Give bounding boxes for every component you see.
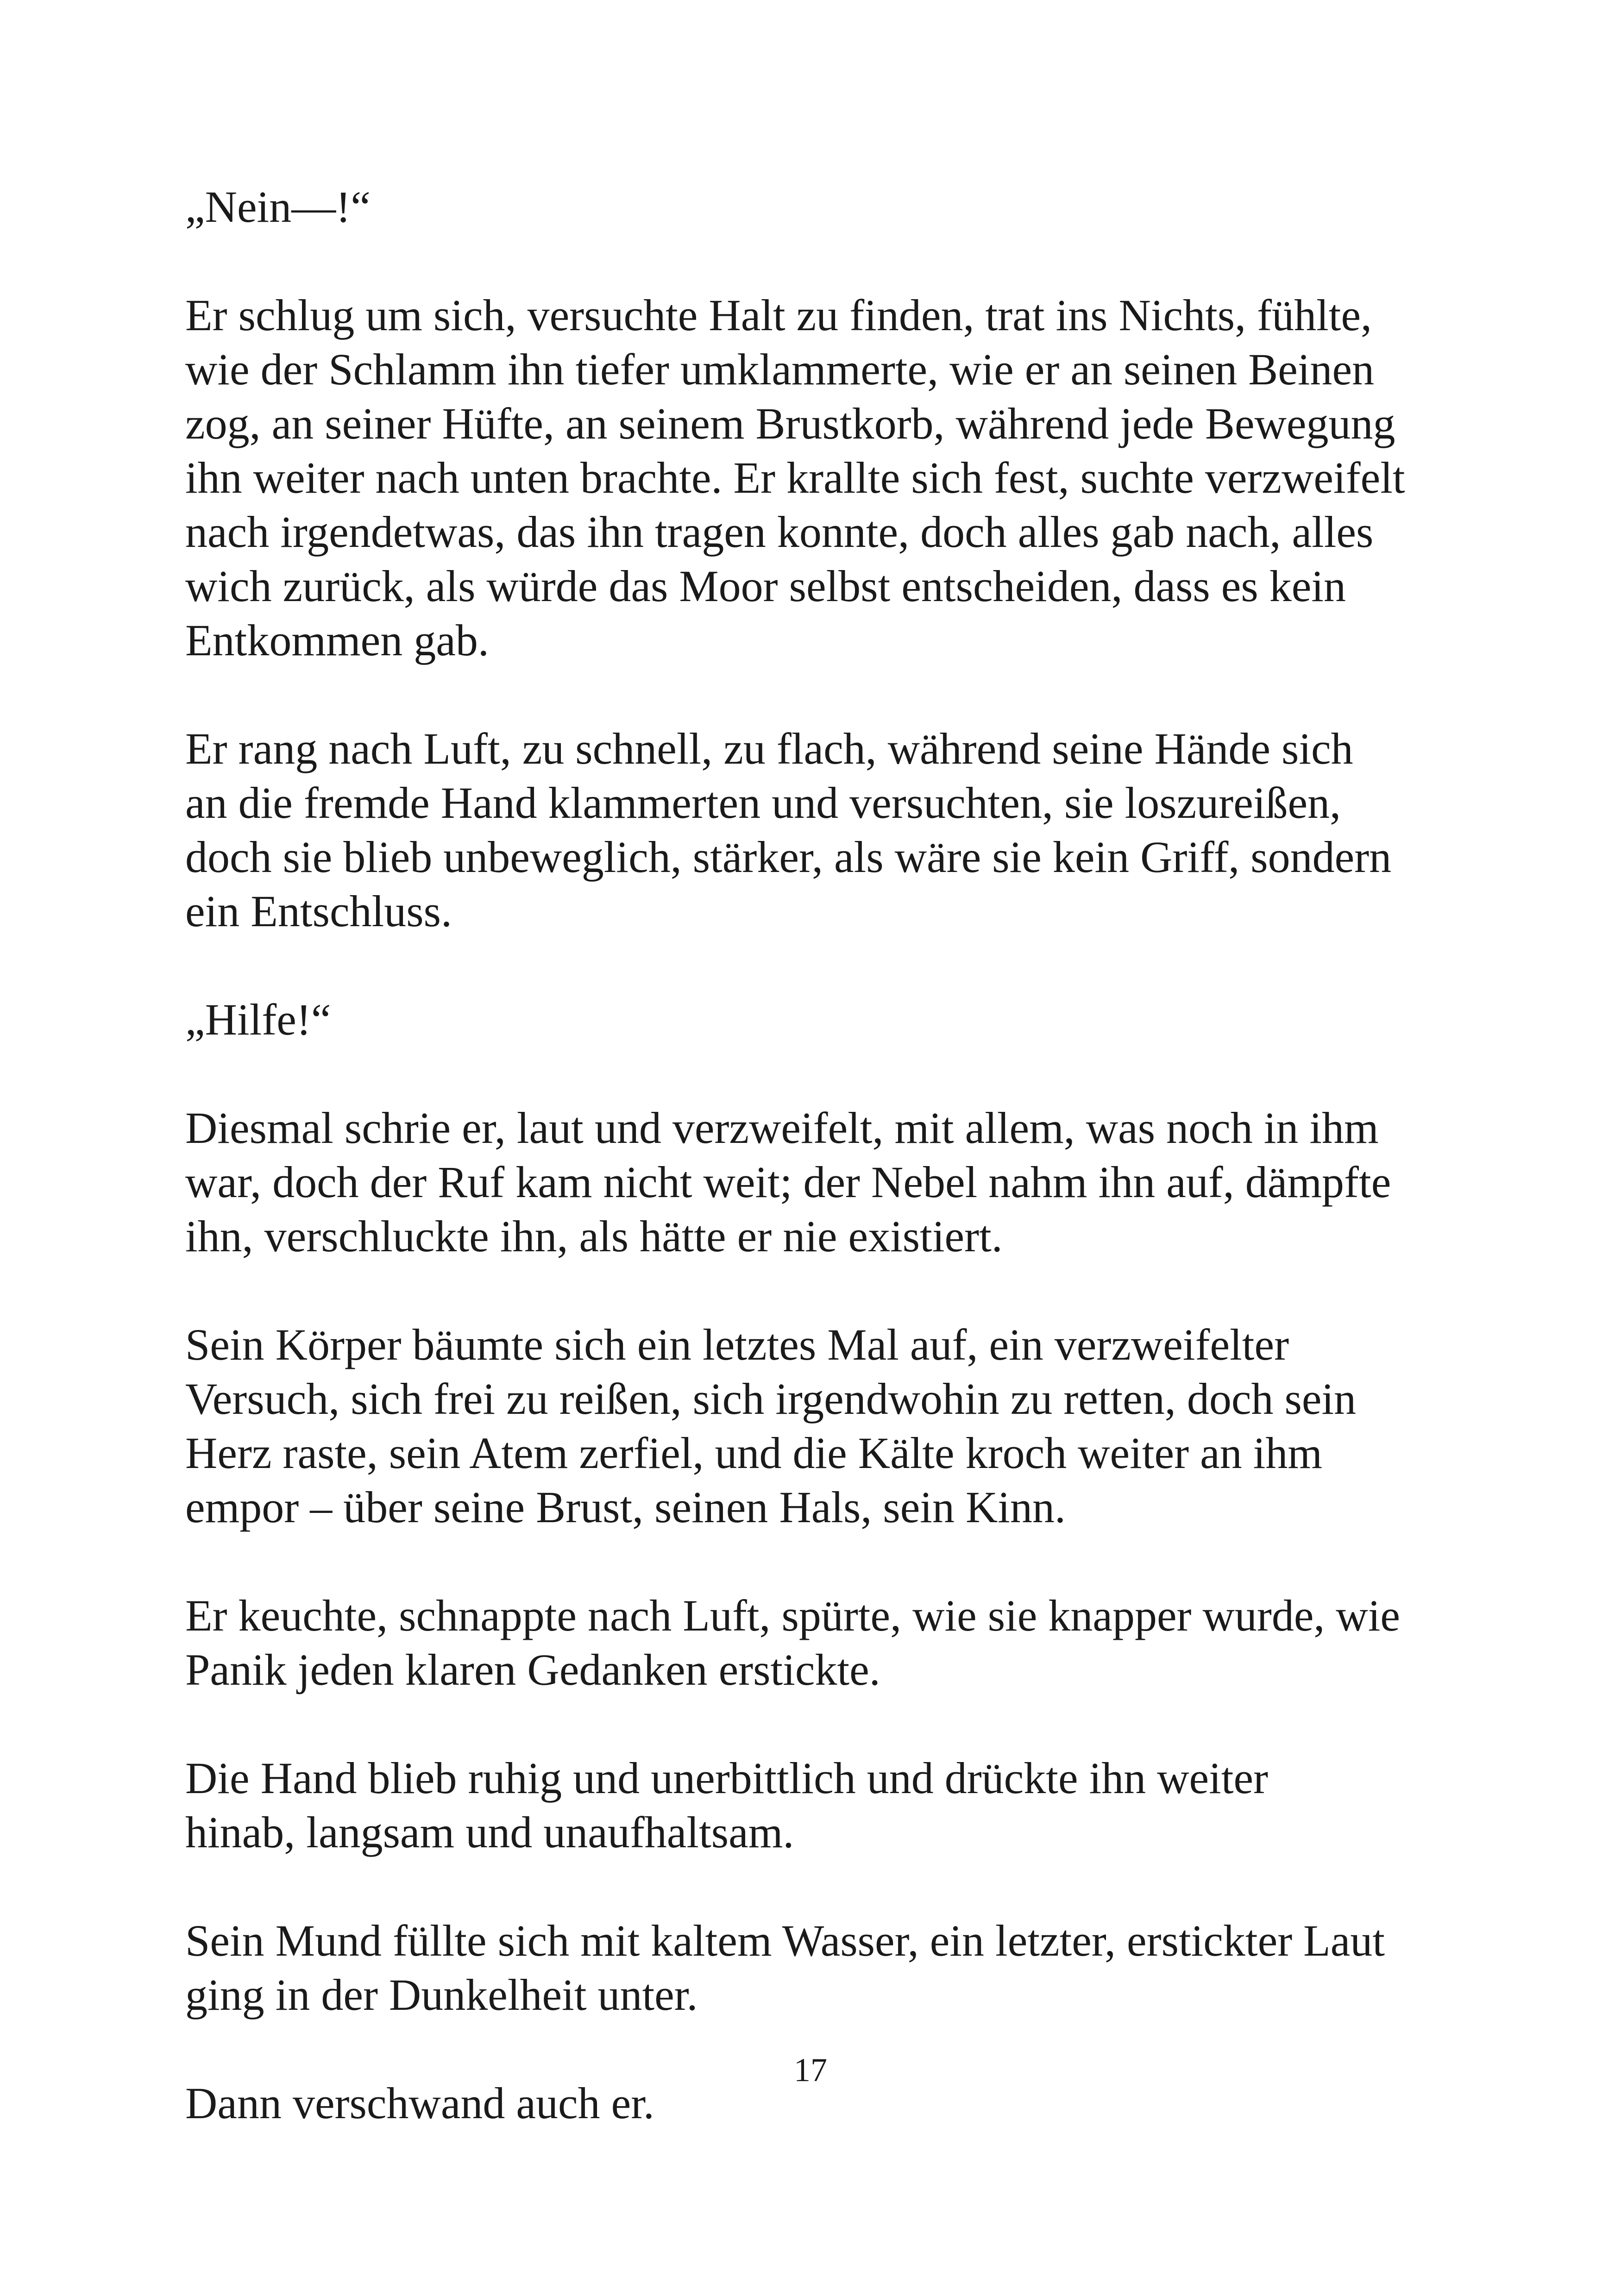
- paragraph-3: [185, 721, 1482, 938]
- text-line: ihn, verschluckte ihn, als hätte er nie existiert.: [185, 1211, 1003, 1261]
- text-line: „Nein—!“: [185, 182, 371, 232]
- paragraph-7: [185, 1588, 1482, 1697]
- paragraph-8: [185, 1751, 1482, 1859]
- paragraph-1: [185, 180, 1482, 234]
- text-line: Versuch, sich frei zu reißen, sich irgendwohin zu retten, doch sein: [185, 1374, 1357, 1424]
- text-line: Dann verschwand auch er.: [185, 2078, 654, 2128]
- text-line: „Hilfe!“: [185, 995, 331, 1044]
- text-line: ein Entschluss.: [185, 886, 452, 936]
- page-number: 17: [794, 2051, 827, 2089]
- text-line: Sein Körper bäumte sich ein letztes Mal auf, ein verzweifelter: [185, 1320, 1289, 1369]
- text-line: empor – über seine Brust, seinen Hals, sein Kinn.: [185, 1482, 1066, 1532]
- text-line: ging in der Dunkelheit unter.: [185, 1970, 698, 2020]
- text-line: wie der Schlamm ihn tiefer umklammerte, wie er an seinen Beinen: [185, 345, 1375, 394]
- text-line: Er rang nach Luft, zu schnell, zu flach, während seine Hände sich: [185, 724, 1353, 773]
- text-line: Er schlug um sich, versuchte Halt zu finden, trat ins Nichts, fühlte,: [185, 290, 1372, 340]
- text-line: Er keuchte, schnappte nach Luft, spürte, wie sie knapper wurde, wie: [185, 1591, 1401, 1640]
- text-line: nach irgendetwas, das ihn tragen konnte, doch alles gab nach, alles: [185, 507, 1374, 557]
- paragraph-4: [185, 992, 1482, 1047]
- text-line: Diesmal schrie er, laut und verzweifelt, mit allem, was noch in ihm: [185, 1103, 1379, 1153]
- paragraph-5: [185, 1101, 1482, 1263]
- text-line: Entkommen gab.: [185, 615, 489, 665]
- paragraph-2: [185, 288, 1482, 667]
- text-line: doch sie blieb unbeweglich, stärker, als wäre sie kein Griff, sondern: [185, 832, 1392, 882]
- text-line: wich zurück, als würde das Moor selbst entscheiden, dass es kein: [185, 561, 1346, 611]
- text-line: ihn weiter nach unten brachte. Er krallte sich fest, suchte verzweifelt: [185, 453, 1405, 502]
- body-text: [185, 180, 1482, 2184]
- text-line: Panik jeden klaren Gedanken erstickte.: [185, 1645, 880, 1694]
- text-line: Die Hand blieb ruhig und unerbittlich und drückte ihn weiter: [185, 1753, 1269, 1803]
- text-line: an die fremde Hand klammerten und versuchten, sie loszureißen,: [185, 778, 1341, 828]
- text-line: Herz raste, sein Atem zerfiel, und die Kälte kroch weiter an ihm: [185, 1428, 1323, 1478]
- text-line: Sein Mund füllte sich mit kaltem Wasser, ein letzter, erstickter Laut: [185, 1916, 1385, 1965]
- paragraph-6: [185, 1317, 1482, 1534]
- text-line: hinab, langsam und unaufhaltsam.: [185, 1807, 794, 1857]
- text-line: war, doch der Ruf kam nicht weit; der Nebel nahm ihn auf, dämpfte: [185, 1157, 1391, 1207]
- paragraph-9: [185, 1913, 1482, 2022]
- text-line: zog, an seiner Hüfte, an seinem Brustkorb, während jede Bewegung: [185, 399, 1395, 448]
